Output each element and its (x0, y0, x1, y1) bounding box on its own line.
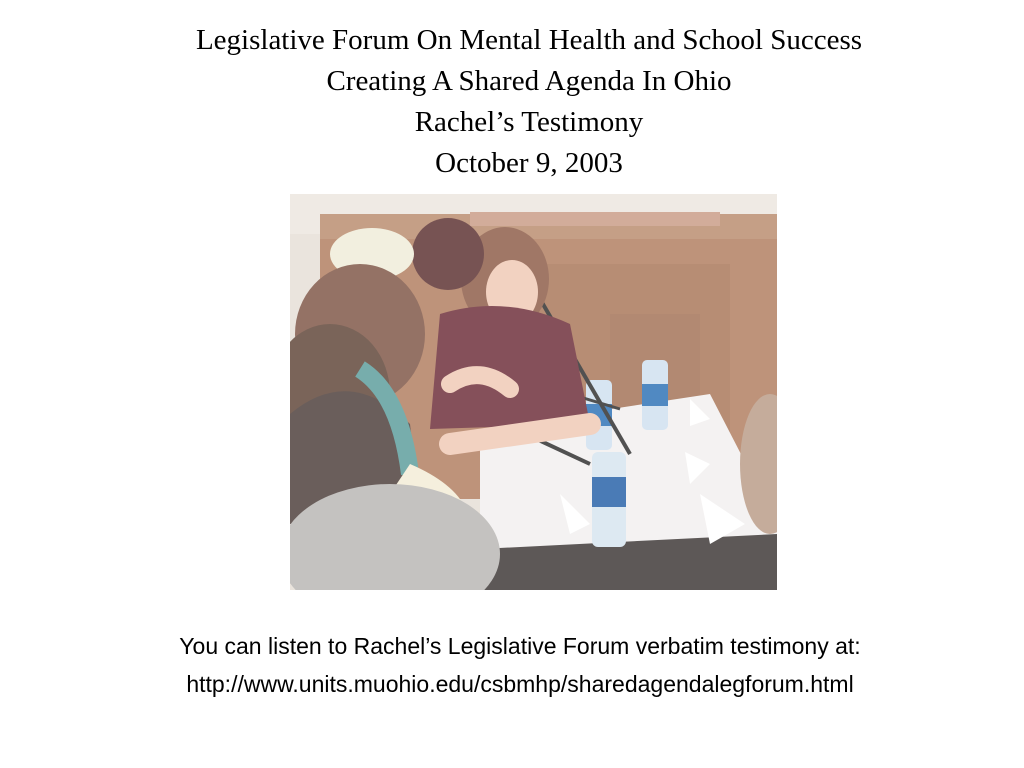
testimony-url-link[interactable]: http://www.units.muohio.edu/csbmhp/sharedagendalegforum.html (186, 671, 854, 697)
title-line-date: October 9, 2003 (435, 147, 623, 179)
forum-photo (290, 194, 777, 590)
caption-text: You can listen to Rachel’s Legislative Forum verbatim testimony at: (179, 633, 861, 659)
forum-photo-illustration (290, 194, 777, 590)
title-line-testimony: Rachel’s Testimony (414, 106, 644, 138)
title-line-agenda: Creating A Shared Agenda In Ohio (326, 65, 732, 97)
testimony-caption (0, 627, 1024, 703)
slide-title (0, 20, 1024, 184)
title-line-forum: Legislative Forum On Mental Health and School Success (195, 24, 863, 56)
